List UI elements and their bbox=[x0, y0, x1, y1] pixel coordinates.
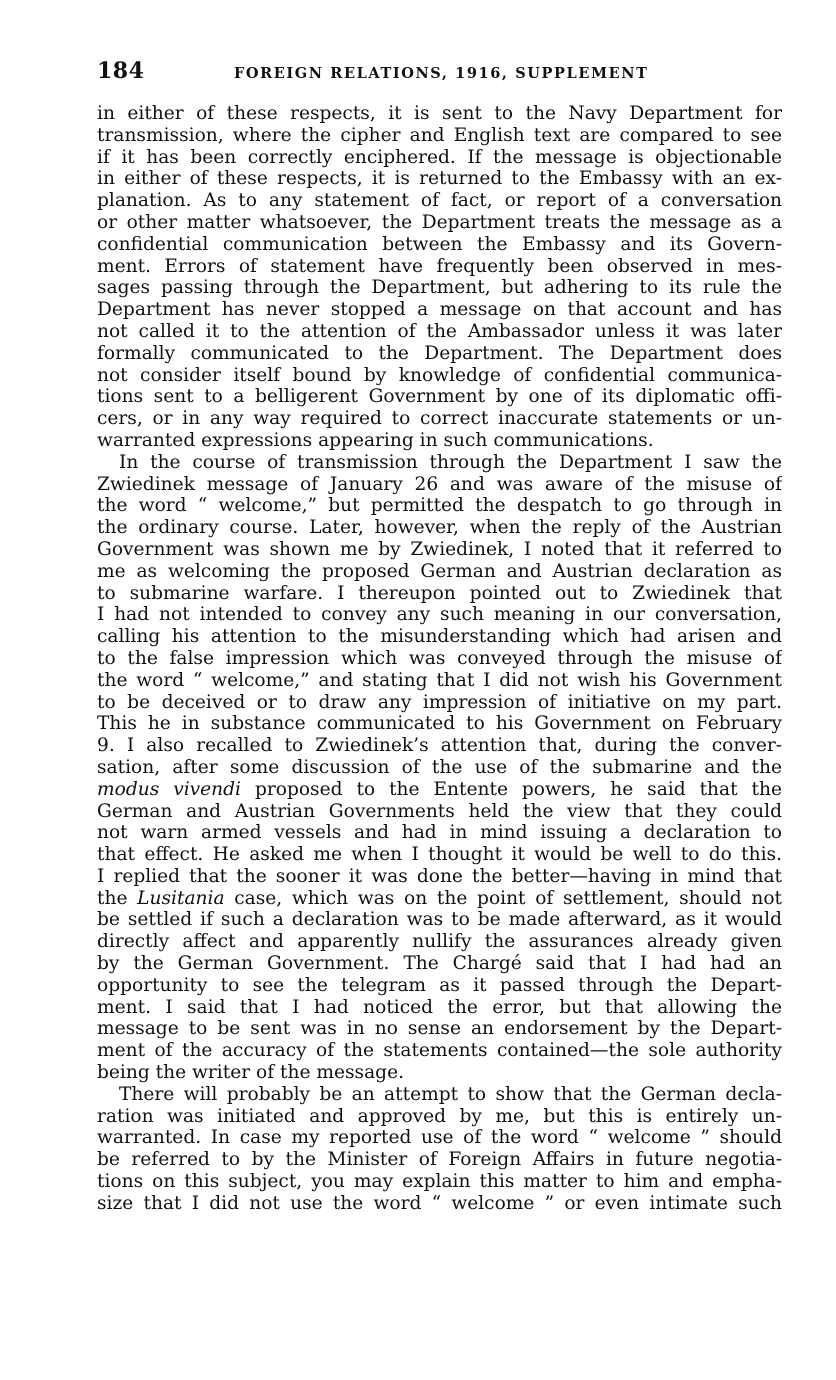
text-line: in either of these respects, it is sent to the Navy Department for bbox=[97, 103, 782, 124]
text-line: not warn armed vessels and had in mind issuing a declaration to bbox=[97, 822, 782, 844]
text-line: ment. Errors of statement have frequently been observed in mes- bbox=[97, 255, 782, 277]
text-line: transmission, where the cipher and English text are compared to see bbox=[97, 124, 782, 146]
text-line: Government was shown me by Zwiedinek, I noted that it referred to bbox=[97, 538, 782, 560]
line-prefix: the bbox=[97, 887, 138, 909]
text-line: Department has never stopped a message on that account and has bbox=[97, 299, 782, 321]
text-line: ment. I said that I had noticed the error, but that allowing the bbox=[97, 996, 782, 1018]
italic-phrase: modus vivendi bbox=[97, 778, 241, 800]
text-line: German and Austrian Governments held the view that they could bbox=[97, 800, 782, 822]
text-line: ration was initiated and approved by me, but this is entirely un- bbox=[97, 1105, 782, 1127]
text-line: directly affect and apparently nullify the assurances already given bbox=[97, 931, 782, 953]
text-line: I replied that the sooner it was done the better—having in mind that bbox=[97, 865, 782, 887]
text-line: warranted. In case my reported use of the word “ welcome ” should bbox=[97, 1127, 782, 1149]
text-line: opportunity to see the telegram as it passed through the Depart- bbox=[97, 974, 782, 996]
text-line: planation. As to any statement of fact, or report of a conversation bbox=[97, 190, 782, 212]
text-line: that effect. He asked me when I thought it would be well to do this. bbox=[97, 844, 782, 866]
body-text bbox=[97, 103, 782, 1215]
text-line: I had not intended to convey any such meaning in our conversation, bbox=[97, 604, 782, 626]
text-line: me as welcoming the proposed German and Austrian declaration as bbox=[97, 560, 782, 582]
text-line: warranted expressions appearing in such communications. bbox=[97, 429, 654, 451]
text-line: in either of these respects, it is returned to the Embassy with an ex- bbox=[97, 168, 782, 190]
text-line: calling his attention to the misunderstanding which had arisen and bbox=[97, 626, 782, 648]
page-header bbox=[97, 58, 780, 88]
text-line: be settled if such a declaration was to be made afterward, as it would bbox=[97, 909, 782, 931]
text-line: to submarine warfare. I thereupon pointed out to Zwiedinek that bbox=[97, 582, 782, 604]
text-line: 9. I also recalled to Zwiedinek’s attention that, during the conver- bbox=[97, 735, 782, 757]
text-line: or other matter whatsoever, the Department treats the message as a bbox=[97, 211, 782, 233]
running-head: FOREIGN RELATIONS, 1916, SUPPLEMENT bbox=[234, 65, 649, 82]
text-line: the word “ welcome,” and stating that I did not wish his Government bbox=[97, 669, 782, 691]
text-line: There will probably be an attempt to show that the German decla- bbox=[119, 1083, 782, 1105]
text-line: tions on this subject, you may explain this matter to him and empha- bbox=[97, 1171, 782, 1193]
text-line: sation, after some discussion of the use of the submarine and the bbox=[97, 756, 782, 778]
text-line: cers, or in any way required to correct inaccurate statements or un- bbox=[97, 408, 782, 430]
text-line: being the writer of the message. bbox=[97, 1062, 404, 1084]
line-suffix: proposed to the Entente powers, he said that the bbox=[241, 778, 782, 800]
text-line: not called it to the attention of the Ambassador unless it was later bbox=[97, 320, 782, 342]
text-line: by the German Government. The Chargé said that I had had an bbox=[97, 953, 782, 975]
text-line: message to be sent was in no sense an endorsement by the Depart- bbox=[97, 1018, 782, 1040]
text-line: formally communicated to the Department. The Department does bbox=[97, 342, 782, 364]
text-line: tions sent to a belligerent Government by one of its diplomatic offi- bbox=[97, 386, 782, 408]
text-line: Zwiedinek message of January 26 and was aware of the misuse of bbox=[97, 473, 782, 495]
line-suffix: case, which was on the point of settlement, should not bbox=[224, 887, 782, 909]
text-line bbox=[97, 888, 782, 910]
text-line: to be deceived or to draw any impression of initiative on my part. bbox=[97, 691, 782, 713]
text-line bbox=[97, 779, 782, 801]
page-number: 184 bbox=[97, 58, 145, 84]
text-line: ment of the accuracy of the statements contained—the sole authority bbox=[97, 1040, 782, 1062]
text-line: not consider itself bound by knowledge of confidential communica- bbox=[97, 364, 782, 386]
text-line: the ordinary course. Later, however, when the reply of the Austrian bbox=[97, 517, 782, 539]
text-line: size that I did not use the word “ welcome ” or even intimate such bbox=[97, 1192, 782, 1214]
text-line: be referred to by the Minister of Foreign Affairs in future negotia- bbox=[97, 1149, 782, 1171]
text-line: if it has been correctly enciphered. If the message is objectionable bbox=[97, 146, 782, 168]
text-line: to the false impression which was conveyed through the misuse of bbox=[97, 647, 782, 669]
italic-phrase: Lusitania bbox=[137, 887, 225, 909]
text-line: confidential communication between the Embassy and its Govern- bbox=[97, 233, 782, 255]
text-line: sages passing through the Department, but adhering to its rule the bbox=[97, 277, 782, 299]
text-line: In the course of transmission through the Department I saw the bbox=[119, 451, 782, 473]
text-line: the word “ welcome,” but permitted the despatch to go through in bbox=[97, 495, 782, 517]
text-line: This he in substance communicated to his Government on February bbox=[97, 713, 782, 735]
